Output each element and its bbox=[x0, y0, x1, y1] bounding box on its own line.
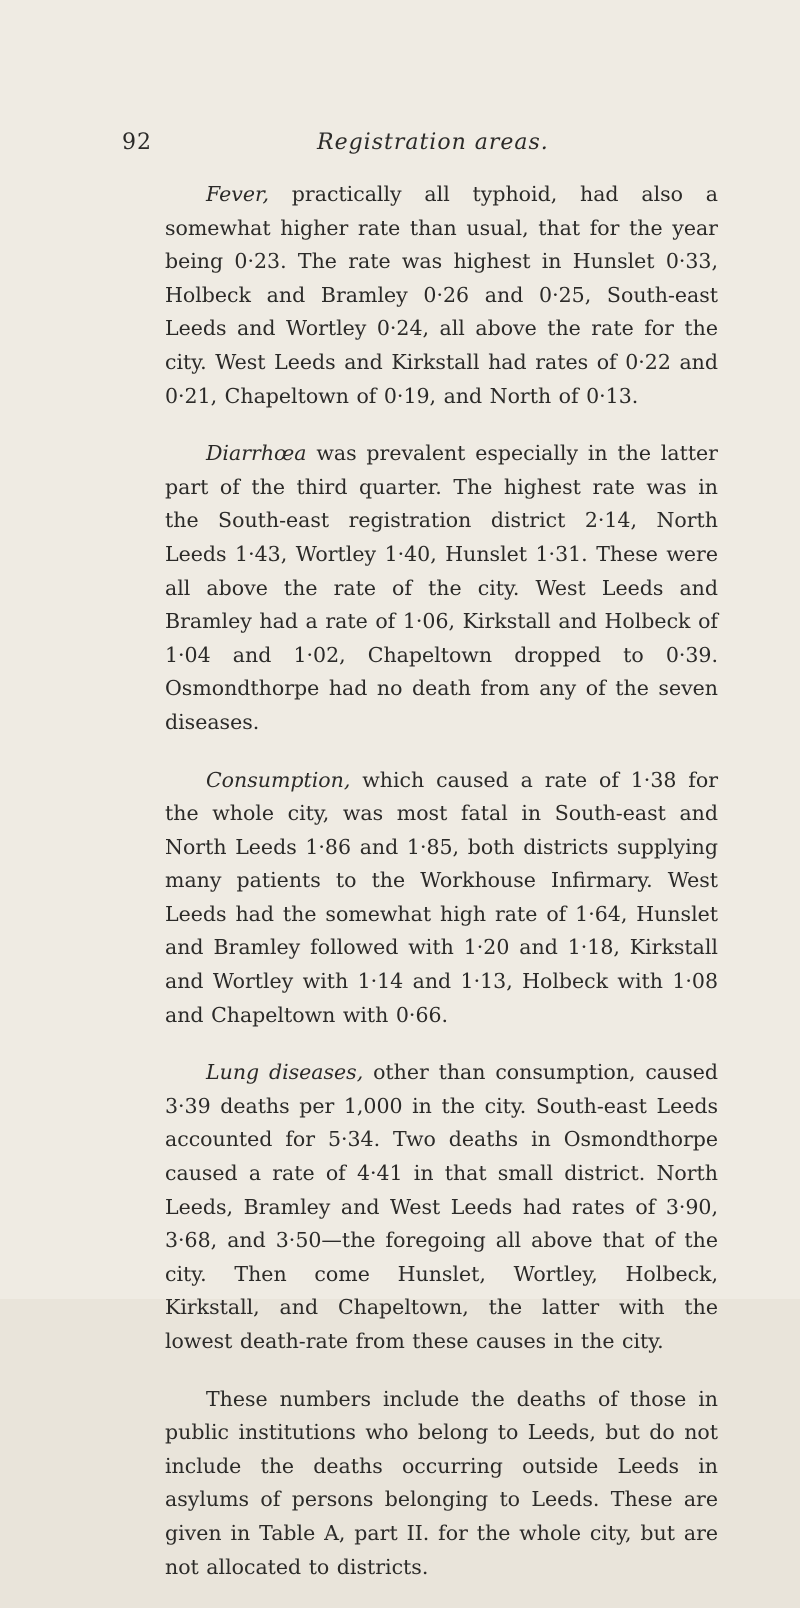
running-title: Registration areas. bbox=[317, 130, 549, 155]
paragraph-fever bbox=[165, 178, 718, 413]
paragraph-consumption bbox=[165, 764, 718, 1033]
paragraph-lead: Diarrhœa bbox=[206, 441, 307, 466]
paragraph-note bbox=[165, 1383, 718, 1585]
page-number: 92 bbox=[122, 130, 152, 155]
page-header bbox=[0, 130, 800, 170]
paragraph-text: other than consumption, caused 3·39 deaths per 1,000 in the city. South-east Leeds accounted for 5·34. Two deaths in Osmondthorpe caused a rate of 4·41 in that small district. North Leeds, Bramley and West Leeds had rates of 3·90, 3·68, and 3·50—the foregoing all above that of the city. Then come Hunslet, Wortley, Holbeck, Kirkstall, and Chapeltown, the latter with the lowest death-rate from these causes in the city. bbox=[165, 1060, 719, 1353]
body-text bbox=[165, 178, 718, 1608]
paragraph-lead: Consumption, bbox=[206, 767, 351, 792]
paragraph-text: which caused a rate of 1·38 for the whole city, was most fatal in South-east and North Leeds 1·86 and 1·85, both districts supplying many patients to the Workhouse Infirmary. West Leeds had the somewhat high rate of 1·64, Hunslet and Bramley followed with 1·20 and 1·18, Kirkstall and Wortley with 1·14 and 1·13, Holbeck with 1·08 and Chapeltown with 0·66. bbox=[165, 767, 718, 1027]
paragraph-text: practically all typhoid, had also a somewhat higher rate than usual, that for the year being 0·23. The rate was highest in Hunslet 0·33, Holbeck and Bramley 0·26 and 0·25, South-east Leeds and Wortley 0·24, all above the rate for the city. West Leeds and Kirkstall had rates of 0·22 and 0·21, Chapeltown of 0·19, and North of 0·13. bbox=[165, 182, 718, 408]
paragraph-diarrhoea bbox=[165, 437, 718, 739]
paragraph-text: was prevalent especially in the latter part of the third quarter. The highest rate was in the South-east registration district 2·14, North Leeds 1·43, Wortley 1·40, Hunslet 1·31. These were all above the rate of the city. West Leeds and Bramley had a rate of 1·06, Kirkstall and Holbeck of 1·04 and 1·02, Chapeltown dropped to 0·39. Osmondthorpe had no death from any of the seven diseases. bbox=[165, 441, 718, 734]
paragraph-lead: Fever, bbox=[206, 182, 270, 206]
paragraph-lung-diseases bbox=[165, 1056, 718, 1358]
paragraph-lead: Lung diseases, bbox=[206, 1060, 364, 1085]
paragraph-text: These numbers include the deaths of those in public institutions who belong to Leeds, but do not include the deaths occurring outside Leeds in asylums of persons belonging to Leeds. These are given in Table A, part II. for the whole city, but are not allocated to districts. bbox=[165, 1386, 718, 1579]
